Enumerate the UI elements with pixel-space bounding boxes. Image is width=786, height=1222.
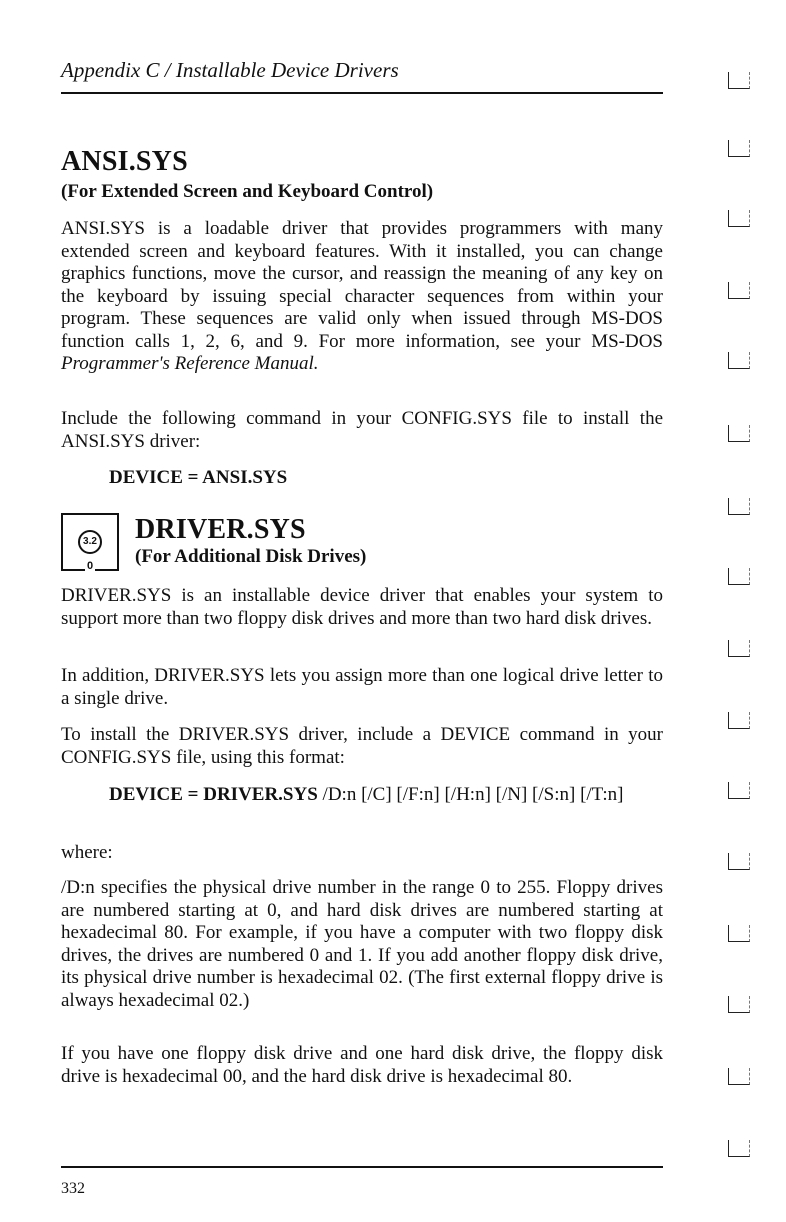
- binder-mark: [728, 352, 750, 369]
- version-badge: [61, 513, 119, 571]
- driver-paragraph-1: DRIVER.SYS is an installable device driver that enables your system to support more than two floppy disk drives and more than two hard disk drives.: [61, 585, 663, 629]
- binder-mark: [728, 996, 750, 1013]
- binder-mark: [728, 72, 750, 89]
- binder-mark: [728, 712, 750, 729]
- page-number: 332: [61, 1180, 85, 1197]
- footer-rule: [61, 1166, 663, 1168]
- ansi-command: DEVICE = ANSI.SYS: [109, 467, 288, 488]
- driver-syntax: [109, 783, 663, 807]
- driver-paragraph-3: To install the DRIVER.SYS driver, include a DEVICE command in your CONFIG.SYS file, using this format:: [61, 724, 663, 768]
- binder-mark: [728, 568, 750, 585]
- driver-paragraph-2: In addition, DRIVER.SYS lets you assign more than one logical drive letter to a single drive.: [61, 665, 663, 709]
- version-circle: 3.2: [78, 530, 102, 554]
- binder-mark: [728, 782, 750, 799]
- running-header: Appendix C / Installable Device Drivers: [61, 58, 399, 82]
- binder-edge-marks: [728, 0, 758, 1222]
- driver-heading: DRIVER.SYS: [135, 514, 306, 545]
- binder-mark: [728, 140, 750, 157]
- binder-mark: [728, 853, 750, 870]
- where-label: where:: [61, 842, 113, 863]
- binder-mark: [728, 925, 750, 942]
- driver-paragraph-5: If you have one floppy disk drive and one hard disk drive, the floppy disk drive is hexadecimal 00, and the hard disk drive is hexadecimal 80.: [61, 1043, 663, 1087]
- binder-mark: [728, 210, 750, 227]
- binder-mark: [728, 498, 750, 515]
- ansi-heading: ANSI.SYS: [61, 146, 188, 177]
- binder-mark: [728, 640, 750, 657]
- header-rule: [61, 92, 663, 94]
- driver-subtitle: (For Additional Disk Drives): [135, 546, 367, 567]
- binder-mark: [728, 1140, 750, 1157]
- version-subscript: 0: [87, 560, 94, 572]
- ansi-paragraph-2: Include the following command in your CONFIG.SYS file to install the ANSI.SYS driver:: [61, 408, 663, 452]
- binder-mark: [728, 1068, 750, 1085]
- driver-syntax-command: DEVICE = DRIVER.SYS: [109, 784, 318, 805]
- ansi-reference-title: Programmer's Reference Manual.: [61, 353, 319, 374]
- driver-paragraph-4: /D:n specifies the physical drive number in the range 0 to 255. Floppy drives are numbered starting at 0, and hard disk drives are numbered starting at hexadecimal 80. For example, if you have a computer with two floppy disk drives, the drives are numbered 0 and 1. If you add another floppy disk drive, its physical drive number is hexadecimal 02. (The first external floppy drive is always hexadecimal 02.): [61, 877, 663, 1011]
- ansi-paragraph-1-text: ANSI.SYS is a loadable driver that provides programmers with many extended screen and keyboard features. With it installed, you can change graphics functions, move the cursor, and reassign the meaning of any key on the keyboard by issuing special character sequences from within your program. These sequences are valid only when issued through MS-DOS function calls 1, 2, 6, and 9. For more information, see your MS-DOS: [61, 218, 663, 352]
- driver-syntax-arguments: /D:n [/C] [/F:n] [/H:n] [/N] [/S:n] [/T:n]: [322, 784, 624, 805]
- ansi-paragraph-1: [61, 218, 663, 376]
- ansi-subtitle: (For Extended Screen and Keyboard Control): [61, 181, 434, 202]
- binder-mark: [728, 425, 750, 442]
- binder-mark: [728, 282, 750, 299]
